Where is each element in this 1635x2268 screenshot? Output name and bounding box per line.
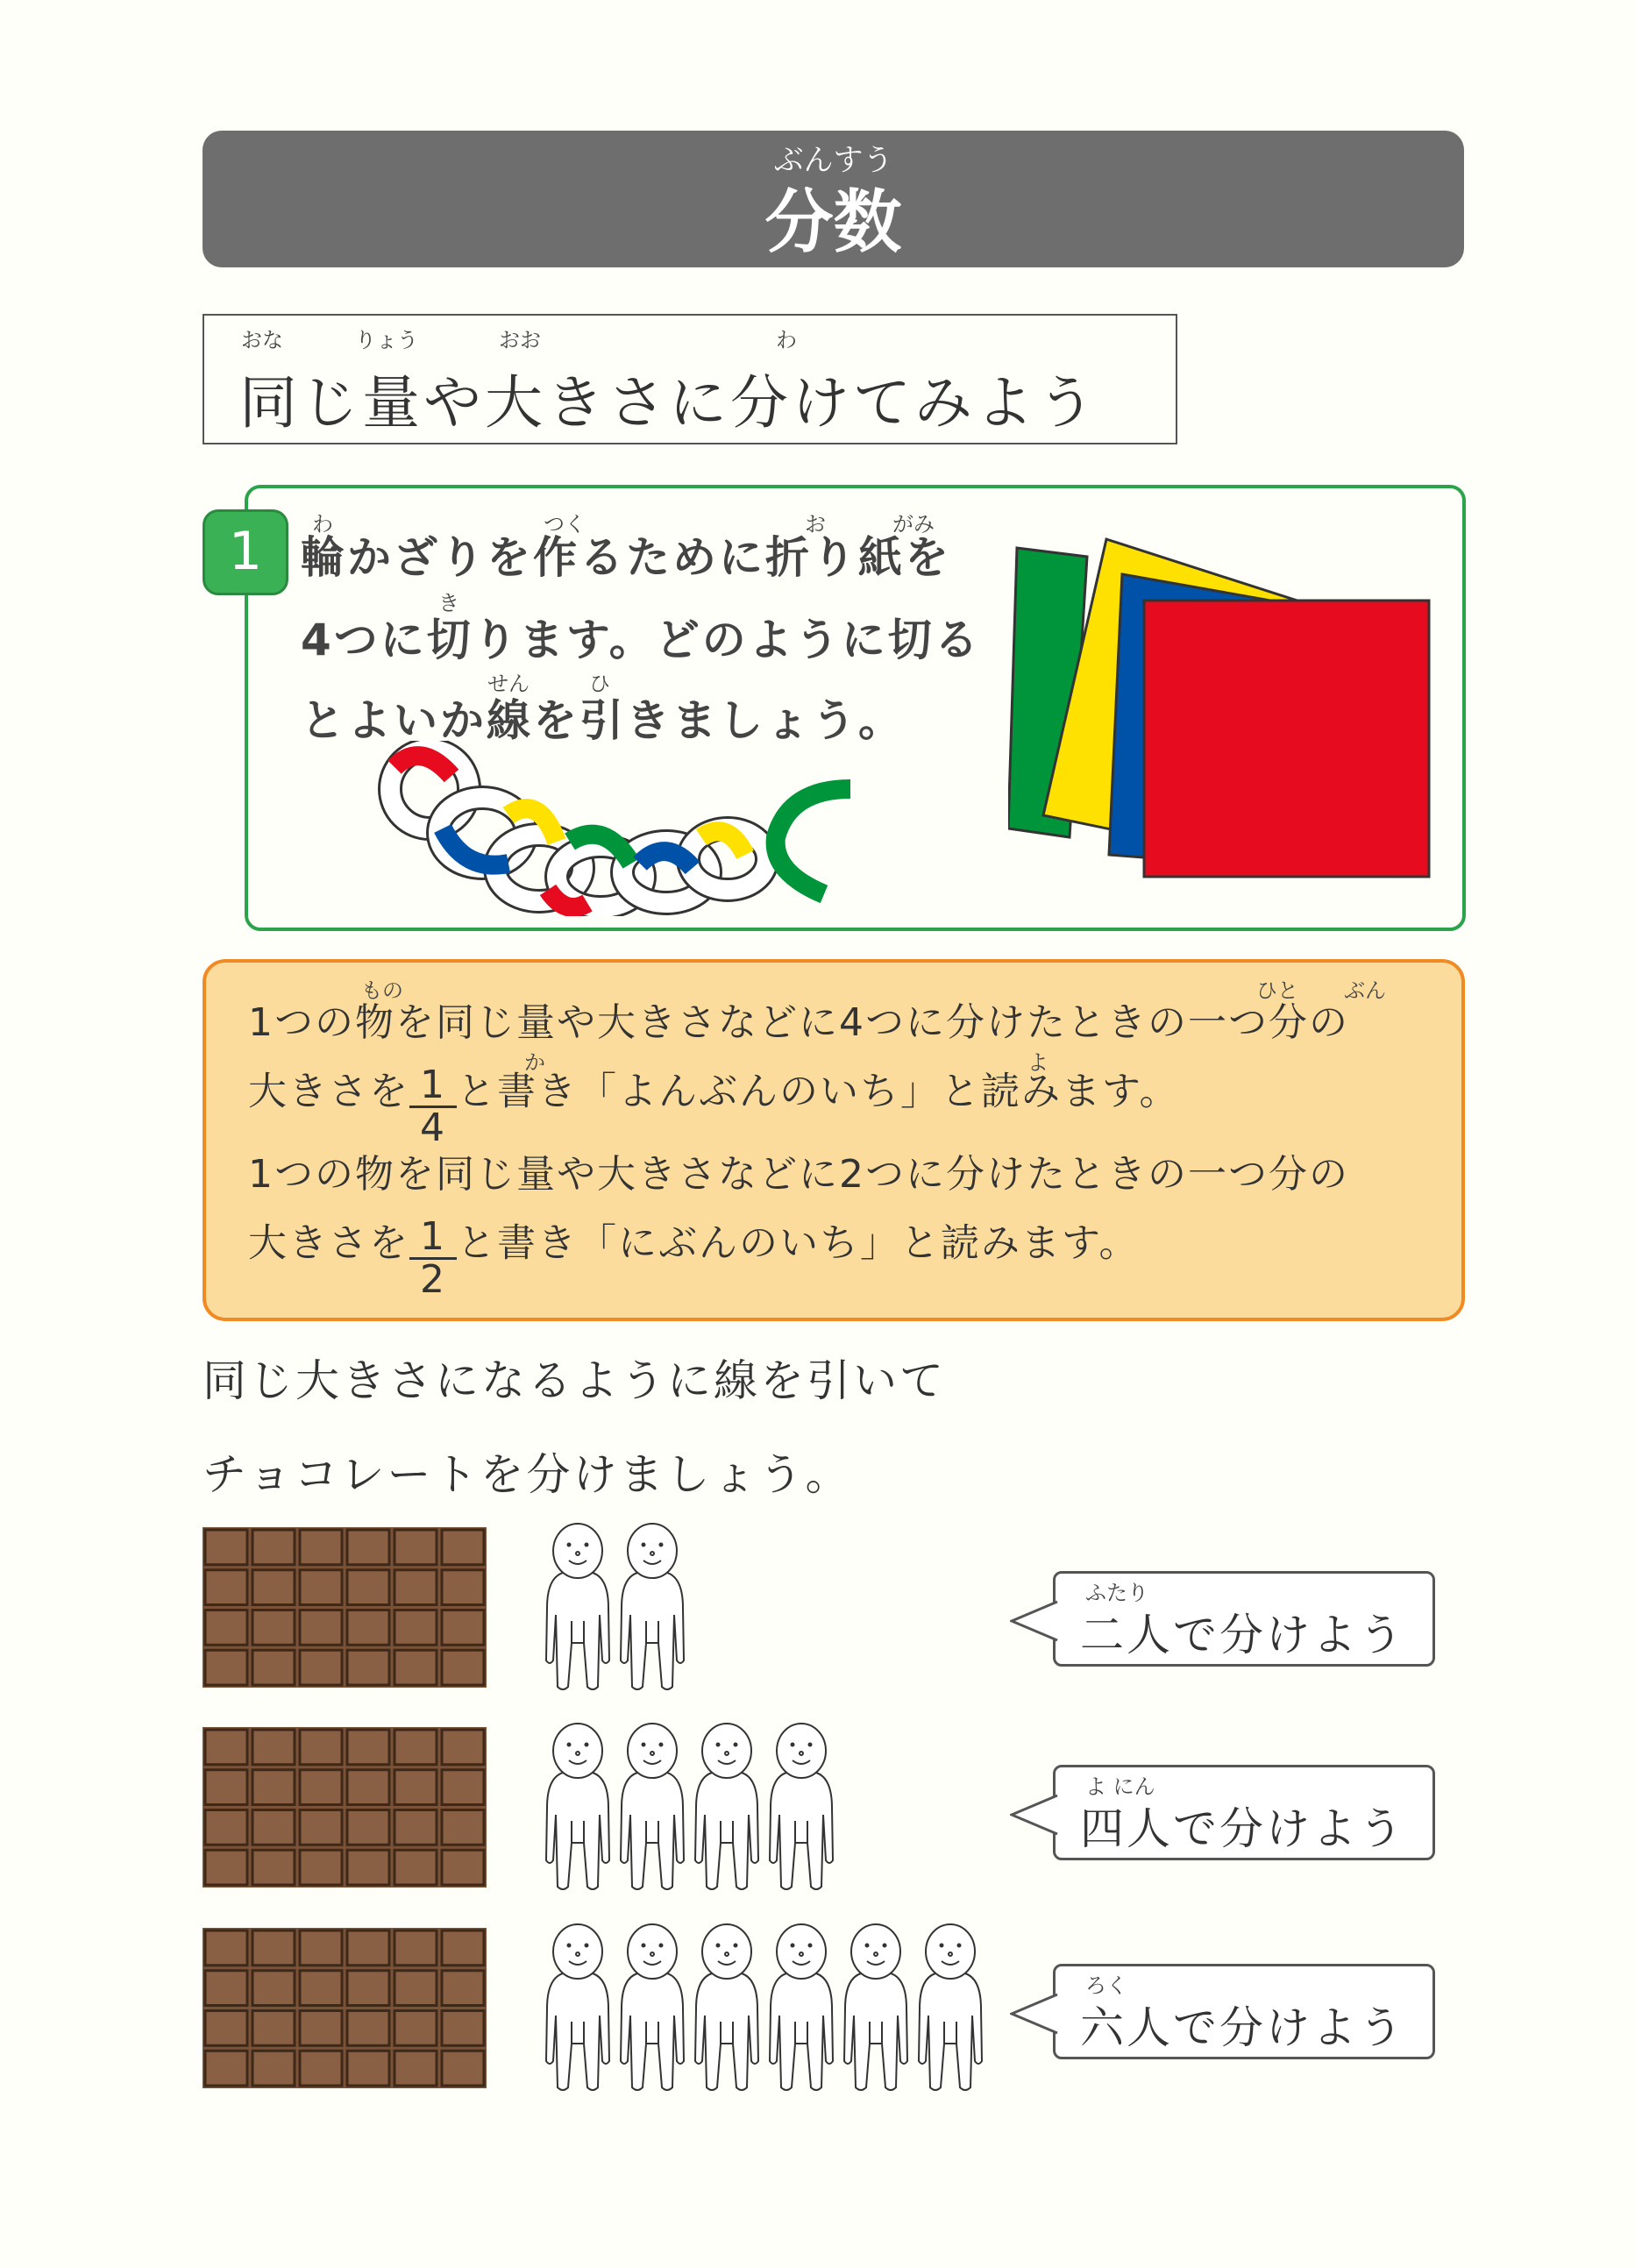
chocolate-piece [205,1650,247,1685]
chocolate-piece [395,1810,437,1845]
chocolate-piece [252,1570,295,1605]
ruby: せん [487,672,530,696]
chocolate-piece [395,1570,437,1605]
chocolate-piece [252,1650,295,1685]
question-line: とよいか線を引きましょう。 [301,695,905,746]
person-icon [691,1720,763,1895]
ruby: き [438,591,459,615]
ruby: ろく [1085,1973,1127,1998]
chocolate-piece [300,1650,342,1685]
person-icon [542,1520,614,1696]
chocolate-piece [347,1930,389,1966]
chocolate-piece [347,1610,389,1646]
chocolate-piece [347,2051,389,2086]
chocolate-piece [252,1530,295,1565]
chocolate-piece [300,2051,342,2086]
text: と書き「にぶんのいち」と読みます。 [457,1220,1140,1266]
denominator: 2 [420,1257,446,1302]
chocolate-piece [252,1930,295,1966]
chocolate-piece [205,2011,247,2046]
ruby: お [805,512,826,537]
chocolate-piece [300,1930,342,1966]
chocolate-piece [442,1530,484,1565]
denominator: 4 [420,1106,446,1150]
person-icon [542,1921,614,2096]
speech-bubble [1053,1964,1435,2059]
chocolate-piece [300,1610,342,1646]
origami-papers-illustration [1008,535,1438,890]
chocolate-piece [252,2051,295,2086]
chocolate-piece [205,1610,247,1646]
chocolate-piece [395,1971,437,2006]
chocolate-piece [442,1930,484,1966]
fraction-one-quarter [409,1065,457,1148]
chocolate-piece [347,1810,389,1845]
chocolate-bar[interactable] [203,1928,487,2088]
chocolate-piece [252,1610,295,1646]
paper-chain-illustration [377,741,877,916]
title-ruby: ぶんすう [773,143,893,178]
numerator: 1 [409,1217,457,1260]
chocolate-piece [347,1850,389,1885]
ruby: ひ [589,672,610,696]
ruby: よ [1027,1050,1049,1075]
chocolate-piece [300,2011,342,2046]
chocolate-piece [442,2051,484,2086]
speech-bubble [1053,1571,1435,1667]
chocolate-piece [205,1810,247,1845]
ruby: わ [312,512,333,537]
explanation-line [248,1191,1139,1300]
person-icon [765,1720,837,1895]
ruby: ひと [1256,978,1298,1003]
bubble-label: 六人で分けよう [1080,2002,1405,2053]
chocolate-piece [395,1530,437,1565]
page-title: 分数 [764,183,902,262]
person-icon [616,1520,688,1696]
chocolate-piece [442,1570,484,1605]
chocolate-piece [395,1930,437,1966]
chocolate-bar[interactable] [203,1527,487,1688]
chocolate-piece [205,1850,247,1885]
bubble-tail [1010,1600,1059,1642]
person-icon [765,1921,837,2096]
explanation-line: 1つの物を同じ量や大きさなどに4つに分けたときの一つ分の [248,1000,1349,1045]
instruction-line: チョコレートを分けましょう。 [203,1449,852,1500]
ruby: りょう [355,328,418,352]
explanation-line: 1つの物を同じ量や大きさなどに2つに分けたときの一つ分の [248,1152,1349,1197]
person-icon [914,1921,986,2096]
person-icon [691,1921,763,2096]
ruby: か [524,1050,545,1075]
chocolate-piece [205,1930,247,1966]
numerator: 1 [409,1065,457,1108]
bubble-label: 二人で分けよう [1080,1610,1405,1660]
fraction-one-half [409,1214,457,1302]
question-number-badge: 1 [203,509,288,595]
chocolate-piece [395,1610,437,1646]
person-icon [616,1921,688,2096]
speech-bubble [1053,1765,1435,1860]
chocolate-piece [205,1971,247,2006]
chocolate-piece [300,1971,342,2006]
chocolate-piece [300,1770,342,1805]
chocolate-piece [252,1850,295,1885]
chocolate-piece [300,1530,342,1565]
question-line: 輪かざりを作るために折り紙を [301,532,951,583]
ruby: わ [776,328,797,352]
chocolate-piece [300,1730,342,1765]
chocolate-piece [300,1810,342,1845]
ruby: おお [499,328,541,352]
chocolate-piece [442,2011,484,2046]
chocolate-piece [347,2011,389,2046]
ruby: よ にん [1085,1774,1155,1799]
chocolate-piece [442,1650,484,1685]
chocolate-piece [347,1770,389,1805]
chocolate-piece [395,1770,437,1805]
ruby: ぶん [1344,978,1386,1003]
chocolate-piece [442,1850,484,1885]
bubble-tail [1010,1993,1059,2035]
chocolate-piece [252,2011,295,2046]
chocolate-piece [300,1570,342,1605]
instruction-line: 同じ大きさになるように線を引いて [203,1355,946,1406]
chocolate-piece [347,1730,389,1765]
chocolate-piece [205,1570,247,1605]
text: と書き「よんぶんのいち」と読みます。 [457,1069,1180,1114]
explanation-line [248,1039,1179,1148]
chocolate-piece [347,1971,389,2006]
ruby: ふたり [1085,1581,1148,1605]
chocolate-piece [205,1770,247,1805]
chocolate-piece [252,1971,295,2006]
chocolate-piece [395,1650,437,1685]
bubble-label: 四人で分けよう [1080,1803,1405,1854]
chocolate-piece [347,1570,389,1605]
chocolate-piece [205,1530,247,1565]
ruby: もの [361,978,403,1003]
page-header [203,131,1464,267]
text: 大きさを [248,1069,409,1114]
person-icon [542,1720,614,1895]
chocolate-piece [442,1810,484,1845]
chocolate-piece [205,1730,247,1765]
chocolate-piece [252,1730,295,1765]
text: 大きさを [248,1220,409,1266]
person-icon [616,1720,688,1895]
ruby: つく [544,512,586,537]
chocolate-piece [442,1730,484,1765]
chocolate-piece [395,2051,437,2086]
chocolate-bar[interactable] [203,1727,487,1888]
bubble-tail [1010,1794,1059,1836]
ruby: おな [241,328,283,352]
person-icon [840,1921,912,2096]
chocolate-piece [442,1971,484,2006]
chocolate-piece [395,1730,437,1765]
chocolate-piece [442,1610,484,1646]
chocolate-piece [395,2011,437,2046]
chocolate-piece [442,1770,484,1805]
chocolate-piece [252,1770,295,1805]
section-subtitle-box [203,314,1177,444]
chocolate-piece [395,1850,437,1885]
chocolate-piece [205,2051,247,2086]
ruby: がみ [892,512,935,537]
chocolate-piece [347,1650,389,1685]
section-subtitle: 同じ量や大きさに分けてみよう [239,369,1098,437]
chocolate-piece [252,1810,295,1845]
chocolate-piece [300,1850,342,1885]
chocolate-piece [347,1530,389,1565]
question-line: 4つに切ります。どのように切る [301,615,981,665]
